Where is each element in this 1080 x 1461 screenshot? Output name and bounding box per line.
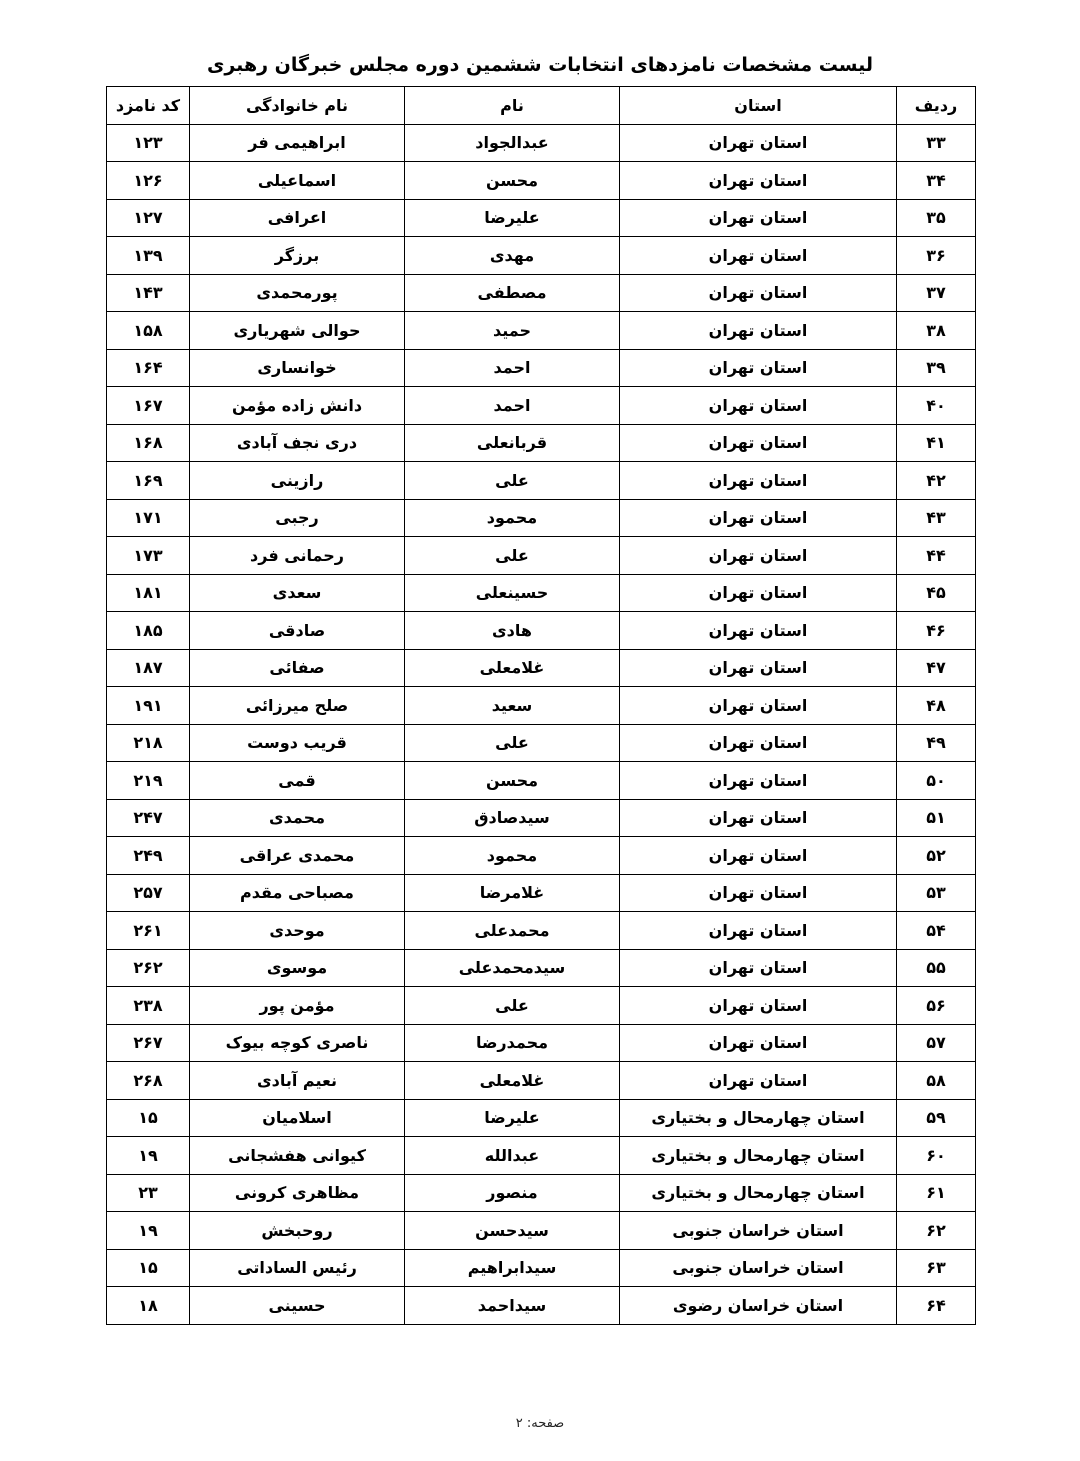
cell-family-name: سعدی [190, 574, 405, 612]
cell-candidate-code: ۱۵ [107, 1099, 190, 1137]
cell-name: محمدعلی [405, 912, 620, 950]
header-family-name: نام خانوادگی [190, 87, 405, 125]
cell-province: استان تهران [620, 687, 897, 725]
cell-province: استان تهران [620, 462, 897, 500]
cell-province: استان تهران [620, 762, 897, 800]
table-row [107, 1287, 976, 1325]
cell-name: محمود [405, 837, 620, 875]
cell-name: سیداحمد [405, 1287, 620, 1325]
cell-row-number: ۵۸ [897, 1062, 976, 1100]
cell-candidate-code: ۲۳ [107, 1174, 190, 1212]
table-row [107, 837, 976, 875]
table-row [107, 312, 976, 350]
cell-candidate-code: ۲۴۷ [107, 799, 190, 837]
cell-family-name: کیوانی هفشجانی [190, 1137, 405, 1175]
cell-candidate-code: ۱۷۳ [107, 537, 190, 575]
cell-candidate-code: ۲۱۹ [107, 762, 190, 800]
cell-row-number: ۳۵ [897, 199, 976, 237]
cell-name: سیدحسن [405, 1212, 620, 1250]
cell-candidate-code: ۱۶۴ [107, 349, 190, 387]
cell-row-number: ۴۳ [897, 499, 976, 537]
cell-province: استان چهارمحال و بختیاری [620, 1137, 897, 1175]
cell-candidate-code: ۱۸۱ [107, 574, 190, 612]
cell-row-number: ۴۹ [897, 724, 976, 762]
cell-province: استان تهران [620, 499, 897, 537]
table-row [107, 1174, 976, 1212]
cell-province: استان تهران [620, 649, 897, 687]
cell-province: استان تهران [620, 987, 897, 1025]
cell-name: سیدمحمدعلی [405, 949, 620, 987]
table-row [107, 424, 976, 462]
cell-name: هادی [405, 612, 620, 650]
table-row [107, 649, 976, 687]
cell-row-number: ۶۱ [897, 1174, 976, 1212]
cell-province: استان تهران [620, 837, 897, 875]
table-row [107, 124, 976, 162]
cell-family-name: خوانساری [190, 349, 405, 387]
table-row [107, 1249, 976, 1287]
cell-candidate-code: ۱۲۶ [107, 162, 190, 200]
table-row [107, 237, 976, 275]
table-header-row [107, 87, 976, 125]
cell-candidate-code: ۱۶۷ [107, 387, 190, 425]
table-row [107, 499, 976, 537]
table-row [107, 912, 976, 950]
cell-family-name: محمدی عراقی [190, 837, 405, 875]
cell-family-name: مظاهری کرونی [190, 1174, 405, 1212]
table-row [107, 762, 976, 800]
cell-row-number: ۳۴ [897, 162, 976, 200]
cell-province: استان تهران [620, 424, 897, 462]
cell-family-name: مصباحی مقدم [190, 874, 405, 912]
cell-province: استان خراسان جنوبی [620, 1212, 897, 1250]
cell-province: استان تهران [620, 1062, 897, 1100]
cell-candidate-code: ۱۲۷ [107, 199, 190, 237]
cell-row-number: ۶۳ [897, 1249, 976, 1287]
cell-name: احمد [405, 387, 620, 425]
cell-province: استان چهارمحال و بختیاری [620, 1174, 897, 1212]
cell-row-number: ۴۶ [897, 612, 976, 650]
cell-row-number: ۳۶ [897, 237, 976, 275]
cell-candidate-code: ۱۵ [107, 1249, 190, 1287]
table-row [107, 724, 976, 762]
cell-name: محمدرضا [405, 1024, 620, 1062]
cell-family-name: ابراهیمی فر [190, 124, 405, 162]
cell-candidate-code: ۱۸۵ [107, 612, 190, 650]
cell-row-number: ۵۹ [897, 1099, 976, 1137]
cell-candidate-code: ۲۴۹ [107, 837, 190, 875]
table-row [107, 987, 976, 1025]
table-row [107, 387, 976, 425]
table-row [107, 574, 976, 612]
cell-province: استان تهران [620, 237, 897, 275]
cell-row-number: ۳۹ [897, 349, 976, 387]
cell-name: محمود [405, 499, 620, 537]
cell-row-number: ۳۸ [897, 312, 976, 350]
cell-candidate-code: ۱۸ [107, 1287, 190, 1325]
table-row [107, 1137, 976, 1175]
table-body [107, 124, 976, 1324]
cell-name: قربانعلی [405, 424, 620, 462]
cell-row-number: ۳۳ [897, 124, 976, 162]
cell-candidate-code: ۱۶۸ [107, 424, 190, 462]
cell-row-number: ۵۱ [897, 799, 976, 837]
cell-row-number: ۵۶ [897, 987, 976, 1025]
cell-candidate-code: ۲۱۸ [107, 724, 190, 762]
cell-family-name: برزگر [190, 237, 405, 275]
cell-name: حمید [405, 312, 620, 350]
cell-province: استان تهران [620, 949, 897, 987]
cell-name: عبدالجواد [405, 124, 620, 162]
cell-candidate-code: ۱۳۹ [107, 237, 190, 275]
cell-family-name: رجبی [190, 499, 405, 537]
cell-candidate-code: ۲۶۲ [107, 949, 190, 987]
cell-province: استان تهران [620, 612, 897, 650]
table-row [107, 949, 976, 987]
cell-province: استان خراسان رضوی [620, 1287, 897, 1325]
cell-family-name: قریب دوست [190, 724, 405, 762]
cell-family-name: مؤمن پور [190, 987, 405, 1025]
cell-candidate-code: ۱۵۸ [107, 312, 190, 350]
cell-name: غلامعلی [405, 1062, 620, 1100]
cell-name: مهدی [405, 237, 620, 275]
cell-candidate-code: ۱۷۱ [107, 499, 190, 537]
cell-family-name: موسوی [190, 949, 405, 987]
cell-name: علیرضا [405, 199, 620, 237]
table-row [107, 687, 976, 725]
cell-row-number: ۶۲ [897, 1212, 976, 1250]
cell-family-name: موحدی [190, 912, 405, 950]
cell-province: استان تهران [620, 574, 897, 612]
cell-name: سیدصادق [405, 799, 620, 837]
cell-candidate-code: ۲۵۷ [107, 874, 190, 912]
header-candidate-code: کد نامزد [107, 87, 190, 125]
cell-family-name: ناصری کوچه بیوک [190, 1024, 405, 1062]
cell-province: استان تهران [620, 312, 897, 350]
cell-row-number: ۴۰ [897, 387, 976, 425]
cell-row-number: ۴۸ [897, 687, 976, 725]
page-number: صفحه: ۲ [515, 1416, 565, 1431]
cell-row-number: ۵۵ [897, 949, 976, 987]
cell-family-name: اعرافی [190, 199, 405, 237]
cell-province: استان تهران [620, 912, 897, 950]
cell-name: علیرضا [405, 1099, 620, 1137]
cell-family-name: محمدی [190, 799, 405, 837]
header-row-number: ردیف [897, 87, 976, 125]
cell-name: عبدالله [405, 1137, 620, 1175]
cell-row-number: ۵۴ [897, 912, 976, 950]
cell-row-number: ۴۵ [897, 574, 976, 612]
cell-candidate-code: ۱۴۳ [107, 274, 190, 312]
cell-family-name: رحمانی فرد [190, 537, 405, 575]
cell-row-number: ۴۴ [897, 537, 976, 575]
cell-name: منصور [405, 1174, 620, 1212]
cell-family-name: صادقی [190, 612, 405, 650]
cell-candidate-code: ۱۲۳ [107, 124, 190, 162]
table-row [107, 162, 976, 200]
cell-family-name: حسینی [190, 1287, 405, 1325]
cell-row-number: ۵۰ [897, 762, 976, 800]
cell-candidate-code: ۱۶۹ [107, 462, 190, 500]
cell-row-number: ۳۷ [897, 274, 976, 312]
cell-province: استان تهران [620, 349, 897, 387]
document-title: لیست مشخصات نامزدهای انتخابات ششمین دوره مجلس خبرگان رهبری [206, 54, 874, 76]
cell-province: استان تهران [620, 199, 897, 237]
table-row [107, 1212, 976, 1250]
cell-province: استان تهران [620, 799, 897, 837]
cell-name: علی [405, 724, 620, 762]
cell-family-name: دانش زاده مؤمن [190, 387, 405, 425]
cell-row-number: ۶۰ [897, 1137, 976, 1175]
cell-name: حسینعلی [405, 574, 620, 612]
table-row [107, 1024, 976, 1062]
cell-family-name: اسماعیلی [190, 162, 405, 200]
header-province: استان [620, 87, 897, 125]
cell-family-name: حوالی شهریاری [190, 312, 405, 350]
cell-family-name: دری نجف آبادی [190, 424, 405, 462]
cell-province: استان چهارمحال و بختیاری [620, 1099, 897, 1137]
cell-province: استان تهران [620, 124, 897, 162]
cell-name: سیدابراهیم [405, 1249, 620, 1287]
cell-family-name: نعیم آبادی [190, 1062, 405, 1100]
cell-name: علی [405, 987, 620, 1025]
cell-candidate-code: ۲۶۷ [107, 1024, 190, 1062]
cell-family-name: روحبخش [190, 1212, 405, 1250]
cell-name: محسن [405, 162, 620, 200]
table-row [107, 537, 976, 575]
cell-name: احمد [405, 349, 620, 387]
cell-family-name: رازینی [190, 462, 405, 500]
table-row [107, 462, 976, 500]
cell-row-number: ۵۷ [897, 1024, 976, 1062]
table-row [107, 799, 976, 837]
table-row [107, 612, 976, 650]
cell-family-name: پورمحمدی [190, 274, 405, 312]
cell-province: استان تهران [620, 387, 897, 425]
cell-row-number: ۴۱ [897, 424, 976, 462]
cell-family-name: صفائی [190, 649, 405, 687]
cell-province: استان تهران [620, 274, 897, 312]
cell-name: مصطفی [405, 274, 620, 312]
header-name: نام [405, 87, 620, 125]
cell-row-number: ۵۲ [897, 837, 976, 875]
table-row [107, 1099, 976, 1137]
cell-name: غلامرضا [405, 874, 620, 912]
table-row [107, 274, 976, 312]
cell-province: استان تهران [620, 537, 897, 575]
cell-name: غلامعلی [405, 649, 620, 687]
cell-province: استان تهران [620, 874, 897, 912]
cell-province: استان تهران [620, 162, 897, 200]
cell-row-number: ۴۷ [897, 649, 976, 687]
cell-candidate-code: ۲۶۸ [107, 1062, 190, 1100]
cell-name: سعید [405, 687, 620, 725]
cell-province: استان تهران [620, 1024, 897, 1062]
cell-row-number: ۵۳ [897, 874, 976, 912]
cell-candidate-code: ۲۳۸ [107, 987, 190, 1025]
cell-candidate-code: ۱۹ [107, 1137, 190, 1175]
cell-row-number: ۶۴ [897, 1287, 976, 1325]
cell-family-name: قمی [190, 762, 405, 800]
table-row [107, 199, 976, 237]
cell-family-name: اسلامیان [190, 1099, 405, 1137]
cell-row-number: ۴۲ [897, 462, 976, 500]
table-row [107, 874, 976, 912]
cell-name: علی [405, 462, 620, 500]
cell-province: استان خراسان جنوبی [620, 1249, 897, 1287]
cell-province: استان تهران [620, 724, 897, 762]
cell-candidate-code: ۲۶۱ [107, 912, 190, 950]
cell-candidate-code: ۱۹۱ [107, 687, 190, 725]
candidates-table [106, 86, 976, 1325]
cell-candidate-code: ۱۹ [107, 1212, 190, 1250]
table-row [107, 1062, 976, 1100]
cell-candidate-code: ۱۸۷ [107, 649, 190, 687]
cell-name: محسن [405, 762, 620, 800]
table-row [107, 349, 976, 387]
cell-family-name: صلح میرزائی [190, 687, 405, 725]
cell-family-name: رئیس الساداتی [190, 1249, 405, 1287]
cell-name: علی [405, 537, 620, 575]
